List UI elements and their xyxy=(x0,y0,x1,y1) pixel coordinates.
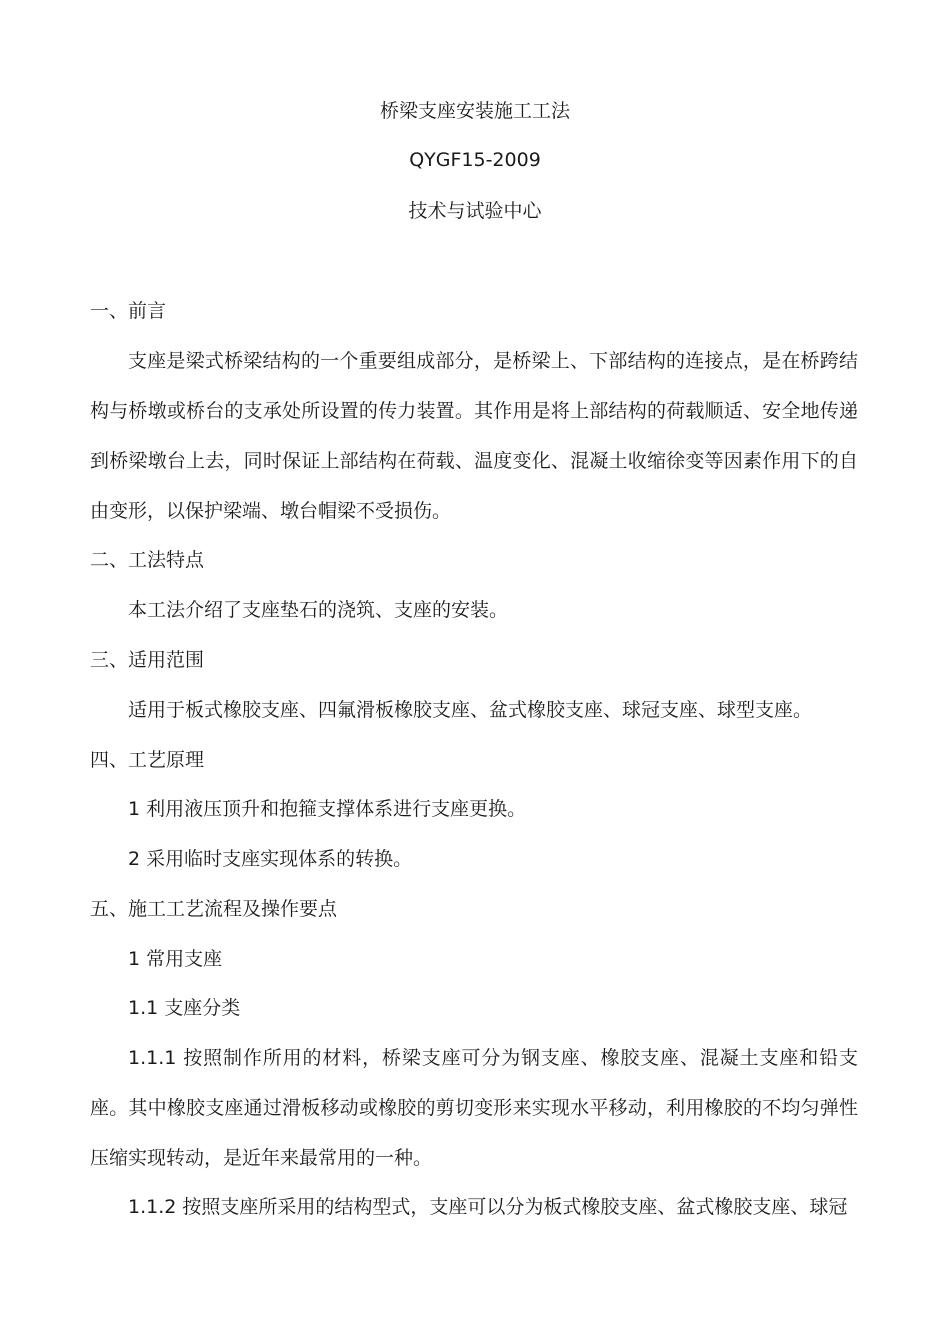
document-code: QYGF15-2009 xyxy=(409,149,541,171)
subsection-heading-classification: 1.1 支座分类 xyxy=(128,997,241,1019)
paragraph-1-1-2: 1.1.2 按照支座所采用的结构型式，支座可以分为板式橡胶支座、盆式橡胶支座、球冠 xyxy=(128,1196,848,1218)
section-heading-principle: 四、工艺原理 xyxy=(90,749,205,771)
section-heading-scope: 三、适用范围 xyxy=(90,649,205,671)
document-title: 桥梁支座安装施工工法 xyxy=(379,100,570,122)
paragraph-features: 本工法介绍了支座垫石的浇筑、支座的安装。 xyxy=(128,599,509,621)
document-department: 技术与试验中心 xyxy=(408,200,542,222)
paragraph-scope: 适用于板式橡胶支座、四氟滑板橡胶支座、盆式橡胶支座、球冠支座、球型支座。 xyxy=(128,699,813,721)
principle-item-1: 1 利用液压顶升和抱箍支撑体系进行支座更换。 xyxy=(128,798,527,820)
section-heading-features: 二、工法特点 xyxy=(90,549,205,571)
paragraph-preface: 支座是梁式桥梁结构的一个重要组成部分，是桥梁上、下部结构的连接点，是在桥跨结构与桥墩或桥台的支承处所设置的传力装置。其作用是将上部结构的荷载顺适、安全地传递到桥梁墩台上去，同时保证上部结构在荷载、温度变化、混凝土收缩徐变等因素作用下的自由变形，以保护梁端、墩台帽梁不受损伤。 xyxy=(90,350,858,522)
subsection-heading-common-bearings: 1 常用支座 xyxy=(128,948,223,970)
paragraph-1-1-1: 1.1.1 按照制作所用的材料，桥梁支座可分为钢支座、橡胶支座、混凝土支座和铅支座。其中橡胶支座通过滑板移动或橡胶的剪切变形来实现水平移动，利用橡胶的不均匀弹性压缩实现转动，是近年来最常用的一种。 xyxy=(90,1047,858,1169)
section-heading-preface: 一、前言 xyxy=(90,300,167,322)
principle-item-2: 2 采用临时支座实现体系的转换。 xyxy=(128,848,413,870)
section-heading-process: 五、施工工艺流程及操作要点 xyxy=(90,898,338,920)
